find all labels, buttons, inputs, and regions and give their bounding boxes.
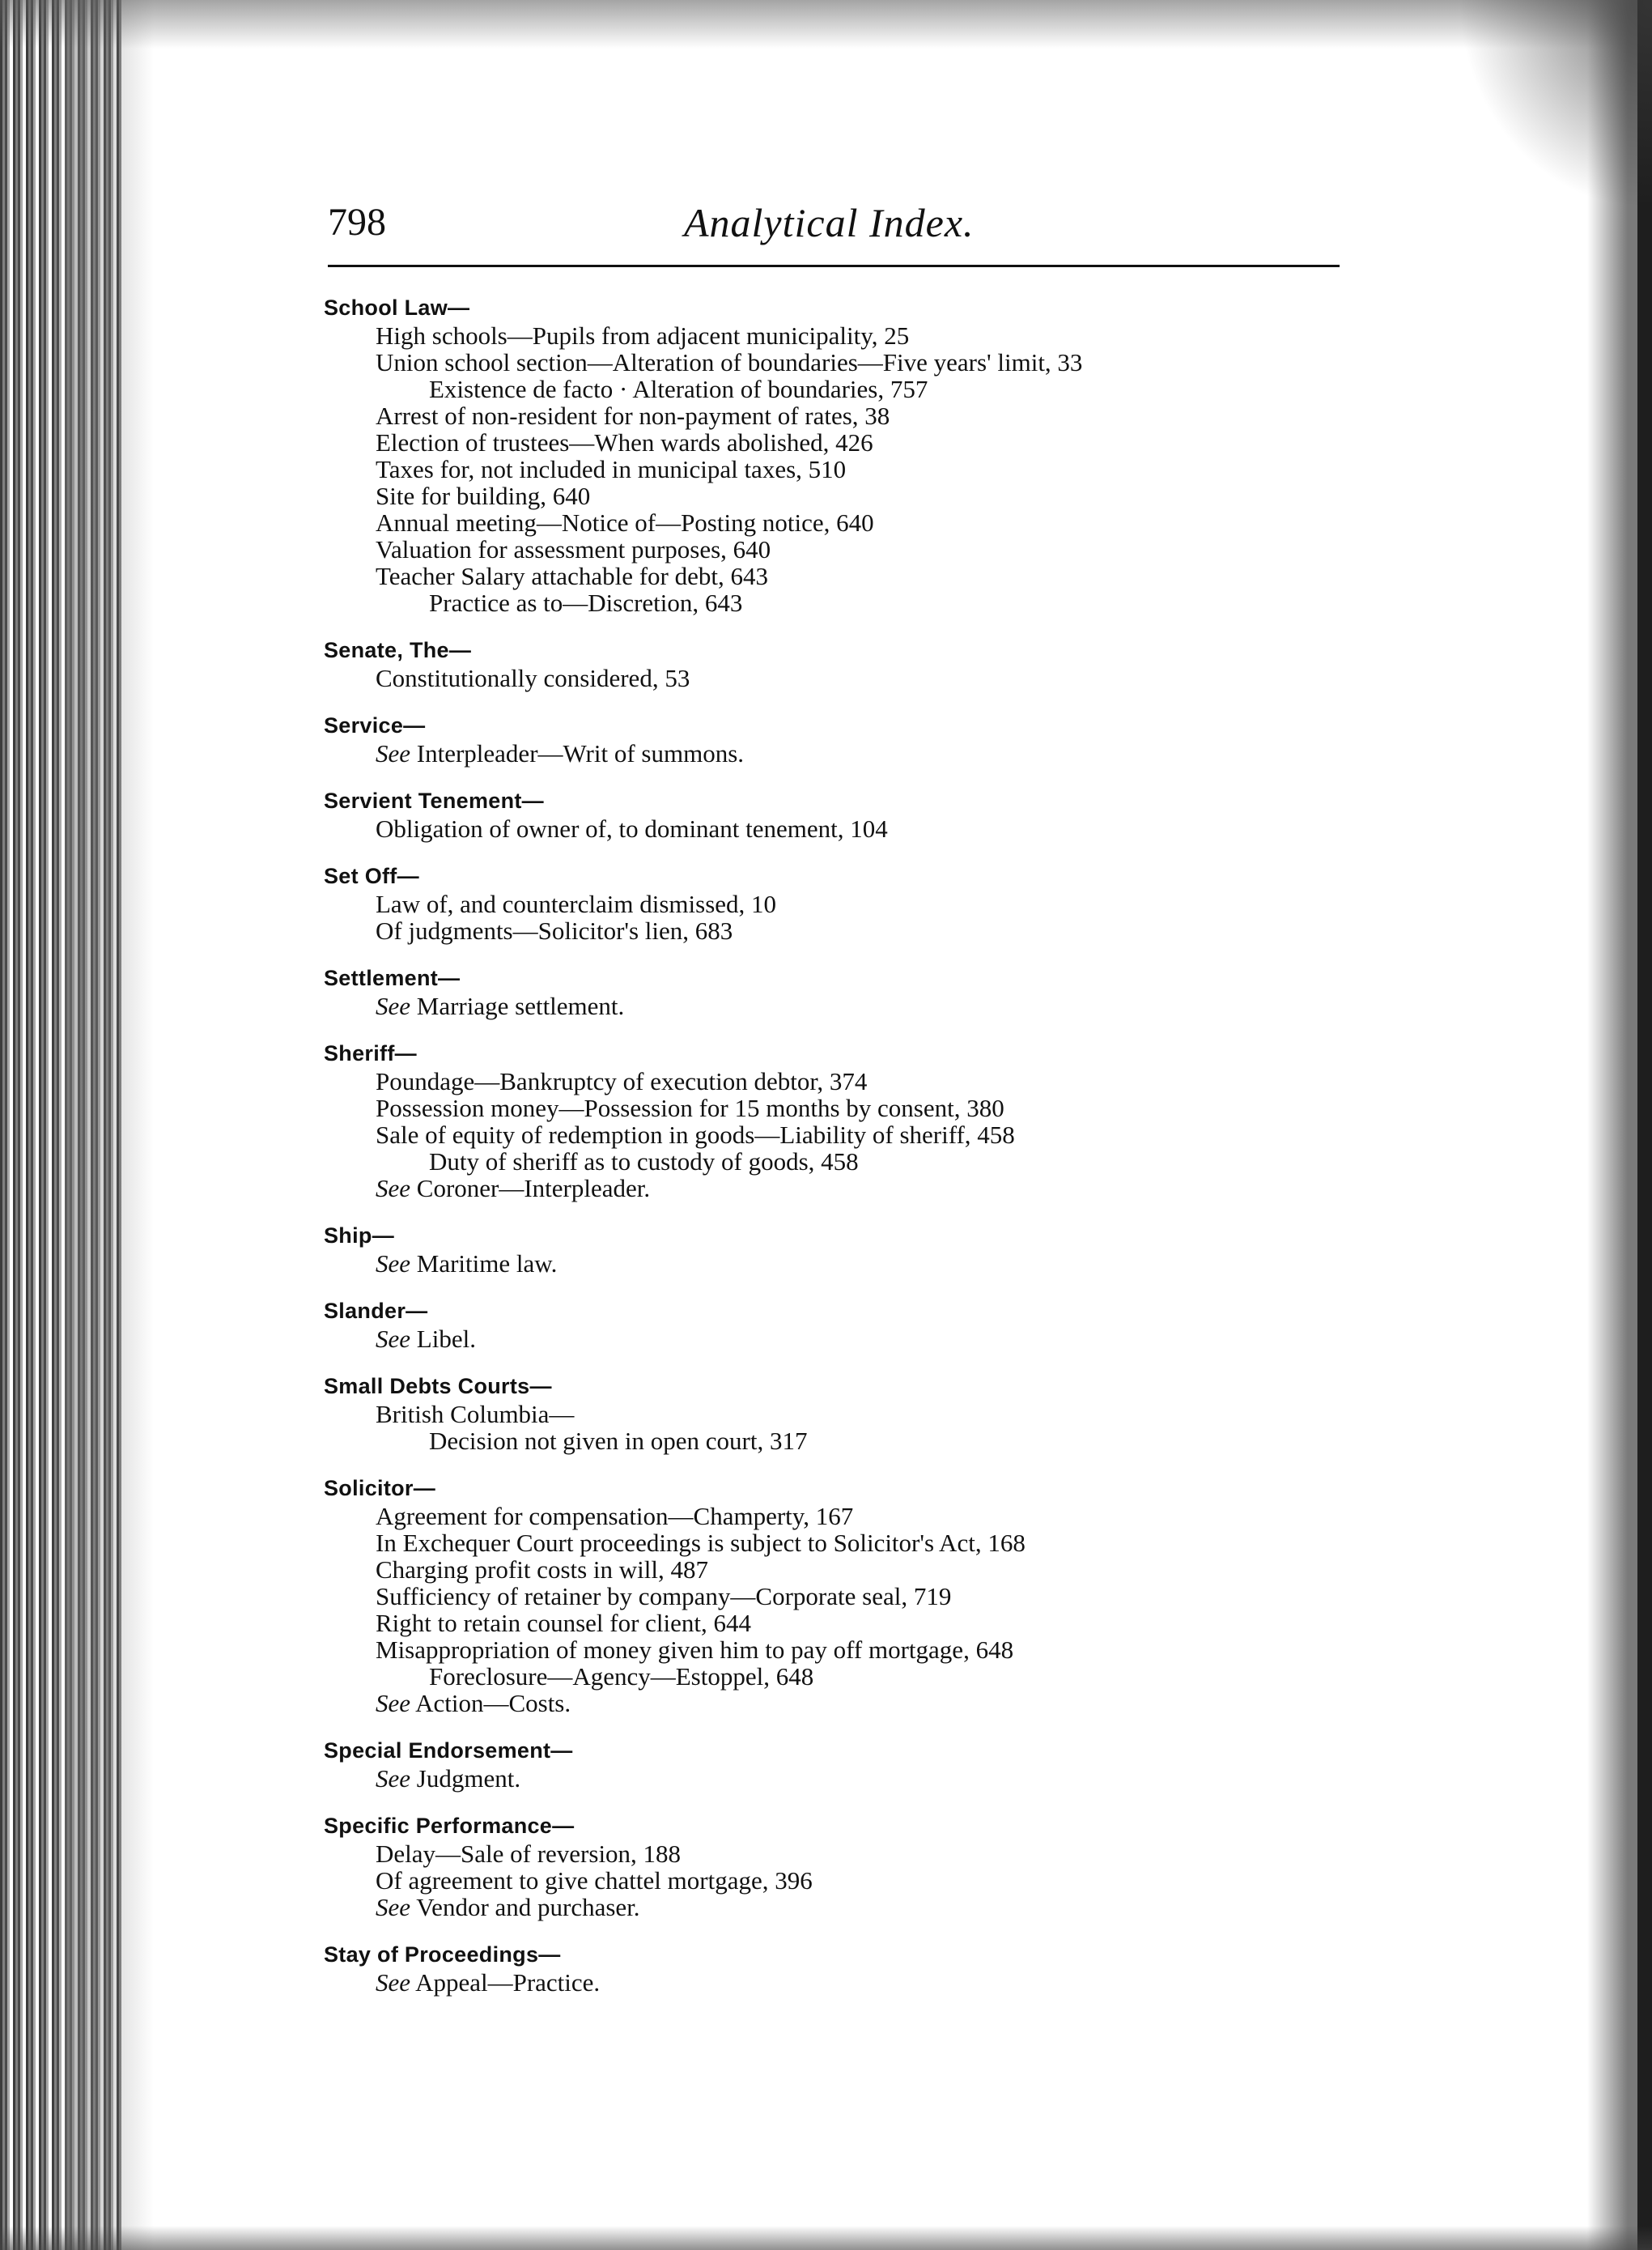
entry-text: In Exchequer Court proceedings is subject to Solicitor's Act, 168	[376, 1529, 1026, 1557]
see-reference-label: See	[376, 739, 411, 768]
subentry-line	[324, 1663, 1376, 1690]
entry-text: Marriage settlement.	[416, 992, 625, 1020]
entry-line	[324, 815, 1376, 842]
index-entry	[324, 1296, 1376, 1352]
entry-heading: Small Debts Courts—	[324, 1374, 552, 1398]
entry-line	[324, 1610, 1376, 1636]
entry-line	[324, 563, 1376, 589]
entry-text: Valuation for assessment purposes, 640	[376, 535, 771, 564]
entry-text: Decision not given in open court, 317	[429, 1427, 808, 1455]
page-header	[328, 198, 1340, 263]
entry-text: Charging profit costs in will, 487	[376, 1555, 709, 1584]
entry-text: Practice as to—Discretion, 643	[429, 589, 743, 617]
entry-line	[324, 1840, 1376, 1867]
entry-text: Coroner—Interpleader.	[416, 1174, 651, 1202]
entry-text: Election of trustees—When wards abolished, 426	[376, 428, 873, 457]
subentry-line	[324, 1427, 1376, 1454]
entry-line	[324, 1121, 1376, 1148]
subentry-line	[324, 589, 1376, 616]
subentry-line	[324, 376, 1376, 402]
entry-line	[324, 1583, 1376, 1610]
entry-heading: Set Off—	[324, 864, 419, 888]
see-reference-label: See	[376, 1689, 411, 1717]
entry-heading: School Law—	[324, 296, 470, 320]
entry-line	[324, 483, 1376, 509]
entry-heading: Ship—	[324, 1223, 394, 1248]
index-entry	[324, 861, 1376, 944]
index-entry	[324, 1039, 1376, 1202]
entry-text: Misappropriation of money given him to pay off mortgage, 648	[376, 1635, 1014, 1664]
index-entry	[324, 1372, 1376, 1454]
entry-text: Appeal—Practice.	[415, 1968, 601, 1997]
entry-text: Judgment.	[416, 1764, 521, 1793]
entry-line	[324, 349, 1376, 376]
entry-text: Libel.	[416, 1325, 476, 1353]
entry-text: Teacher Salary attachable for debt, 643	[376, 562, 768, 590]
entry-text: Delay—Sale of reversion, 188	[376, 1840, 682, 1868]
entry-text: High schools—Pupils from adjacent municipality, 25	[376, 321, 910, 350]
subentry-line	[324, 1148, 1376, 1175]
see-reference-label: See	[376, 1764, 411, 1793]
entry-line	[324, 1556, 1376, 1583]
entry-line	[324, 1765, 1376, 1792]
entry-text: Union school section—Alteration of boundaries—Five years' limit, 33	[376, 348, 1083, 376]
entry-text: Arrest of non-resident for non-payment of rates, 38	[376, 402, 890, 430]
entry-heading: Slander—	[324, 1299, 428, 1323]
see-reference-label: See	[376, 1249, 411, 1278]
entry-line	[324, 1636, 1376, 1663]
entry-heading: Settlement—	[324, 966, 461, 990]
entry-text: Constitutionally considered, 53	[376, 664, 690, 692]
entry-text: Sufficiency of retainer by company—Corporate seal, 719	[376, 1582, 952, 1610]
entry-heading: Sheriff—	[324, 1041, 417, 1065]
entry-line	[324, 740, 1376, 767]
index-entry	[324, 1736, 1376, 1792]
index-entry	[324, 711, 1376, 767]
index-entry	[324, 786, 1376, 842]
entry-text: Agreement for compensation—Champerty, 167	[376, 1502, 854, 1530]
index-entries	[324, 293, 1376, 2015]
entry-line	[324, 536, 1376, 563]
entry-heading: Specific Performance—	[324, 1814, 575, 1838]
page-edge-bottom	[0, 2226, 1652, 2250]
index-entry	[324, 636, 1376, 691]
entry-text: Law of, and counterclaim dismissed, 10	[376, 890, 777, 918]
see-reference-label: See	[376, 992, 411, 1020]
entry-text: Action—Costs.	[415, 1689, 571, 1717]
see-reference-label: See	[376, 1325, 411, 1353]
entry-text: Duty of sheriff as to custody of goods, 458	[429, 1147, 859, 1176]
index-entry	[324, 963, 1376, 1019]
entry-heading: Servient Tenement—	[324, 789, 544, 813]
running-title: Analytical Index.	[684, 200, 975, 245]
entry-line	[324, 993, 1376, 1019]
index-entry	[324, 1474, 1376, 1716]
entry-line	[324, 1529, 1376, 1556]
page-corner-smudge	[1458, 0, 1652, 211]
entry-line	[324, 1175, 1376, 1202]
index-entry	[324, 1940, 1376, 1996]
entry-heading: Service—	[324, 713, 426, 738]
entry-text: Foreclosure—Agency—Estoppel, 648	[429, 1662, 814, 1691]
entry-line	[324, 1325, 1376, 1352]
header-rule	[328, 265, 1340, 267]
entry-text: Sale of equity of redemption in goods—Liability of sheriff, 458	[376, 1121, 1015, 1149]
entry-line	[324, 665, 1376, 691]
entry-line	[324, 456, 1376, 483]
index-entry	[324, 293, 1376, 616]
entry-heading: Senate, The—	[324, 638, 472, 662]
entry-line	[324, 1867, 1376, 1894]
entry-text: Annual meeting—Notice of—Posting notice, 640	[376, 508, 874, 537]
entry-line	[324, 1068, 1376, 1095]
entry-line	[324, 1095, 1376, 1121]
entry-line	[324, 1503, 1376, 1529]
page-number: 798	[328, 201, 386, 244]
entry-text: Possession money—Possession for 15 months by consent, 380	[376, 1094, 1004, 1122]
entry-heading: Solicitor—	[324, 1476, 436, 1500]
entry-heading: Special Endorsement—	[324, 1738, 573, 1763]
entry-text: Taxes for, not included in municipal taxes, 510	[376, 455, 847, 483]
page-edge-top	[0, 0, 1652, 49]
entry-line	[324, 891, 1376, 917]
entry-text: Maritime law.	[416, 1249, 558, 1278]
entry-text: Of agreement to give chattel mortgage, 396	[376, 1866, 813, 1895]
entry-line	[324, 1969, 1376, 1996]
entry-heading: Stay of Proceedings—	[324, 1942, 561, 1967]
entry-text: Interpleader—Writ of summons.	[416, 739, 745, 768]
see-reference-label: See	[376, 1893, 411, 1921]
index-entry	[324, 1221, 1376, 1277]
entry-line	[324, 509, 1376, 536]
entry-line	[324, 1690, 1376, 1716]
entry-line	[324, 1250, 1376, 1277]
index-entry	[324, 1811, 1376, 1920]
page-edge-shadow	[65, 0, 154, 2250]
entry-text: Obligation of owner of, to dominant tenement, 104	[376, 815, 888, 843]
entry-line	[324, 1894, 1376, 1920]
entry-text: Poundage—Bankruptcy of execution debtor, 374	[376, 1067, 868, 1095]
entry-line	[324, 1401, 1376, 1427]
entry-text: Site for building, 640	[376, 482, 591, 510]
entry-text: British Columbia—	[376, 1400, 575, 1428]
entry-line	[324, 402, 1376, 429]
entry-text: Vendor and purchaser.	[416, 1893, 640, 1921]
page-edge-right	[1587, 0, 1652, 2250]
entry-text: Right to retain counsel for client, 644	[376, 1609, 752, 1637]
see-reference-label: See	[376, 1968, 411, 1997]
entry-line	[324, 322, 1376, 349]
see-reference-label: See	[376, 1174, 411, 1202]
entry-line	[324, 917, 1376, 944]
entry-text: Of judgments—Solicitor's lien, 683	[376, 917, 733, 945]
entry-line	[324, 429, 1376, 456]
entry-text: Existence de facto · Alteration of boundaries, 757	[429, 375, 928, 403]
